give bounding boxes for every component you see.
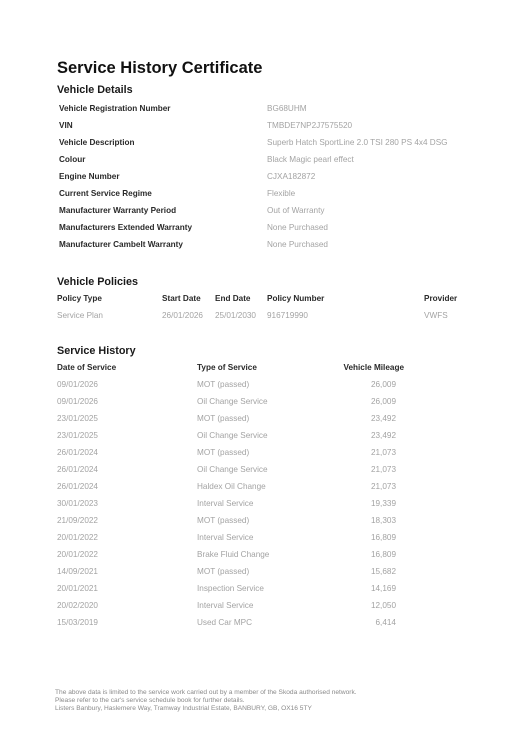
detail-label: VIN xyxy=(59,121,73,130)
service-type: MOT (passed) xyxy=(197,516,250,525)
service-type: Oil Change Service xyxy=(197,431,268,440)
service-type: Brake Fluid Change xyxy=(197,550,270,559)
detail-label: Colour xyxy=(59,155,86,164)
service-mileage: 18,303 xyxy=(370,516,396,525)
service-date: 26/01/2024 xyxy=(57,448,98,457)
provider-header: Provider xyxy=(424,294,458,303)
footer-line: Please refer to the car's service schedule book for further details. xyxy=(55,697,245,705)
service-mileage: 21,073 xyxy=(370,482,396,491)
detail-row xyxy=(0,172,530,186)
detail-row xyxy=(0,155,530,169)
detail-row xyxy=(0,104,530,118)
service-mileage: 23,492 xyxy=(370,431,396,440)
policy-type: Service Plan xyxy=(57,311,103,320)
policy-provider: VWFS xyxy=(424,311,448,320)
footer-line: The above data is limited to the service work carried out by a member of the Skoda authorised network. xyxy=(55,689,357,696)
service-type: Inspection Service xyxy=(197,584,264,593)
detail-value: None Purchased xyxy=(267,240,328,249)
table-row xyxy=(0,601,530,615)
policies-header-row xyxy=(0,294,530,308)
service-mileage: 16,809 xyxy=(370,550,396,559)
service-type: MOT (passed) xyxy=(197,414,250,423)
table-row xyxy=(0,448,530,462)
service-mileage: 21,073 xyxy=(370,465,396,474)
vehicle-details-heading: Vehicle Details xyxy=(57,84,133,96)
service-type: MOT (passed) xyxy=(197,380,250,389)
detail-label: Manufacturer Warranty Period xyxy=(59,206,177,215)
service-mileage: 14,169 xyxy=(370,584,396,593)
service-mileage: 26,009 xyxy=(370,380,396,389)
service-mileage: 6,414 xyxy=(375,618,396,627)
mileage-header: Vehicle Mileage xyxy=(343,363,404,372)
service-date: 23/01/2025 xyxy=(57,414,98,423)
detail-label: Current Service Regime xyxy=(59,189,152,198)
detail-label: Engine Number xyxy=(59,172,120,181)
table-row xyxy=(0,431,530,445)
policy-number-header: Policy Number xyxy=(267,294,325,303)
policy-start-date: 26/01/2026 xyxy=(162,311,203,320)
table-row xyxy=(0,465,530,479)
table-row xyxy=(0,516,530,530)
table-row xyxy=(0,499,530,513)
service-mileage: 26,009 xyxy=(370,397,396,406)
service-type: MOT (passed) xyxy=(197,567,250,576)
service-date: 15/03/2019 xyxy=(57,618,98,627)
detail-value: None Purchased xyxy=(267,223,328,232)
history-header-row xyxy=(0,363,530,377)
table-row xyxy=(0,397,530,411)
service-history-heading: Service History xyxy=(57,345,136,357)
type-header: Type of Service xyxy=(197,363,257,372)
footer-note xyxy=(55,689,357,714)
policy-end-date: 25/01/2030 xyxy=(215,311,256,320)
service-date: 30/01/2023 xyxy=(57,499,98,508)
service-mileage: 12,050 xyxy=(370,601,396,610)
detail-row xyxy=(0,240,530,254)
vehicle-policies-heading: Vehicle Policies xyxy=(57,276,139,288)
service-date: 09/01/2026 xyxy=(57,397,98,406)
detail-row xyxy=(0,223,530,237)
detail-label: Manufacturer Cambelt Warranty xyxy=(59,240,183,249)
table-row xyxy=(0,482,530,496)
service-type: Interval Service xyxy=(197,533,254,542)
footer-address: Listers Banbury, Haslemere Way, Tramway Industrial Estate, BANBURY, GB, OX16 5TY xyxy=(55,705,312,713)
service-date: 26/01/2024 xyxy=(57,465,98,474)
detail-row xyxy=(0,189,530,203)
detail-value: Black Magic pearl effect xyxy=(267,155,354,164)
service-date: 20/01/2021 xyxy=(57,584,98,593)
policy-number: 916719990 xyxy=(267,311,308,320)
service-date: 20/01/2022 xyxy=(57,533,98,542)
start-date-header: Start Date xyxy=(162,294,201,303)
service-type: Haldex Oil Change xyxy=(197,482,266,491)
service-mileage: 15,682 xyxy=(370,567,396,576)
service-date: 14/09/2021 xyxy=(57,567,98,576)
table-row xyxy=(0,567,530,581)
detail-value: CJXA182872 xyxy=(267,172,316,181)
detail-row xyxy=(0,121,530,135)
detail-row xyxy=(0,206,530,220)
service-date: 26/01/2024 xyxy=(57,482,98,491)
table-row xyxy=(0,380,530,394)
policy-type-header: Policy Type xyxy=(57,294,102,303)
service-date: 20/02/2020 xyxy=(57,601,98,610)
policy-row xyxy=(0,311,530,325)
service-mileage: 23,492 xyxy=(370,414,396,423)
page-title: Service History Certificate xyxy=(57,59,263,77)
service-type: MOT (passed) xyxy=(197,448,250,457)
detail-row xyxy=(0,138,530,152)
end-date-header: End Date xyxy=(215,294,251,303)
table-row xyxy=(0,550,530,564)
table-row xyxy=(0,533,530,547)
detail-value: Superb Hatch SportLine 2.0 TSI 280 PS 4x4 DSG xyxy=(267,138,448,147)
service-date: 20/01/2022 xyxy=(57,550,98,559)
service-type: Oil Change Service xyxy=(197,397,268,406)
service-type: Used Car MPC xyxy=(197,618,253,627)
service-date: 09/01/2026 xyxy=(57,380,98,389)
detail-label: Vehicle Registration Number xyxy=(59,104,171,113)
service-type: Interval Service xyxy=(197,499,254,508)
detail-label: Vehicle Description xyxy=(59,138,135,147)
table-row xyxy=(0,414,530,428)
service-type: Oil Change Service xyxy=(197,465,268,474)
detail-label: Manufacturers Extended Warranty xyxy=(59,223,193,232)
service-type: Interval Service xyxy=(197,601,254,610)
service-date: 23/01/2025 xyxy=(57,431,98,440)
service-date: 21/09/2022 xyxy=(57,516,98,525)
detail-value: Flexible xyxy=(267,189,296,198)
detail-value: TMBDE7NP2J7575520 xyxy=(267,121,353,130)
table-row xyxy=(0,584,530,598)
service-mileage: 19,339 xyxy=(370,499,396,508)
detail-value: BG68UHM xyxy=(267,104,307,113)
table-row xyxy=(0,618,530,632)
detail-value: Out of Warranty xyxy=(267,206,325,215)
date-header: Date of Service xyxy=(57,363,117,372)
service-mileage: 16,809 xyxy=(370,533,396,542)
service-mileage: 21,073 xyxy=(370,448,396,457)
